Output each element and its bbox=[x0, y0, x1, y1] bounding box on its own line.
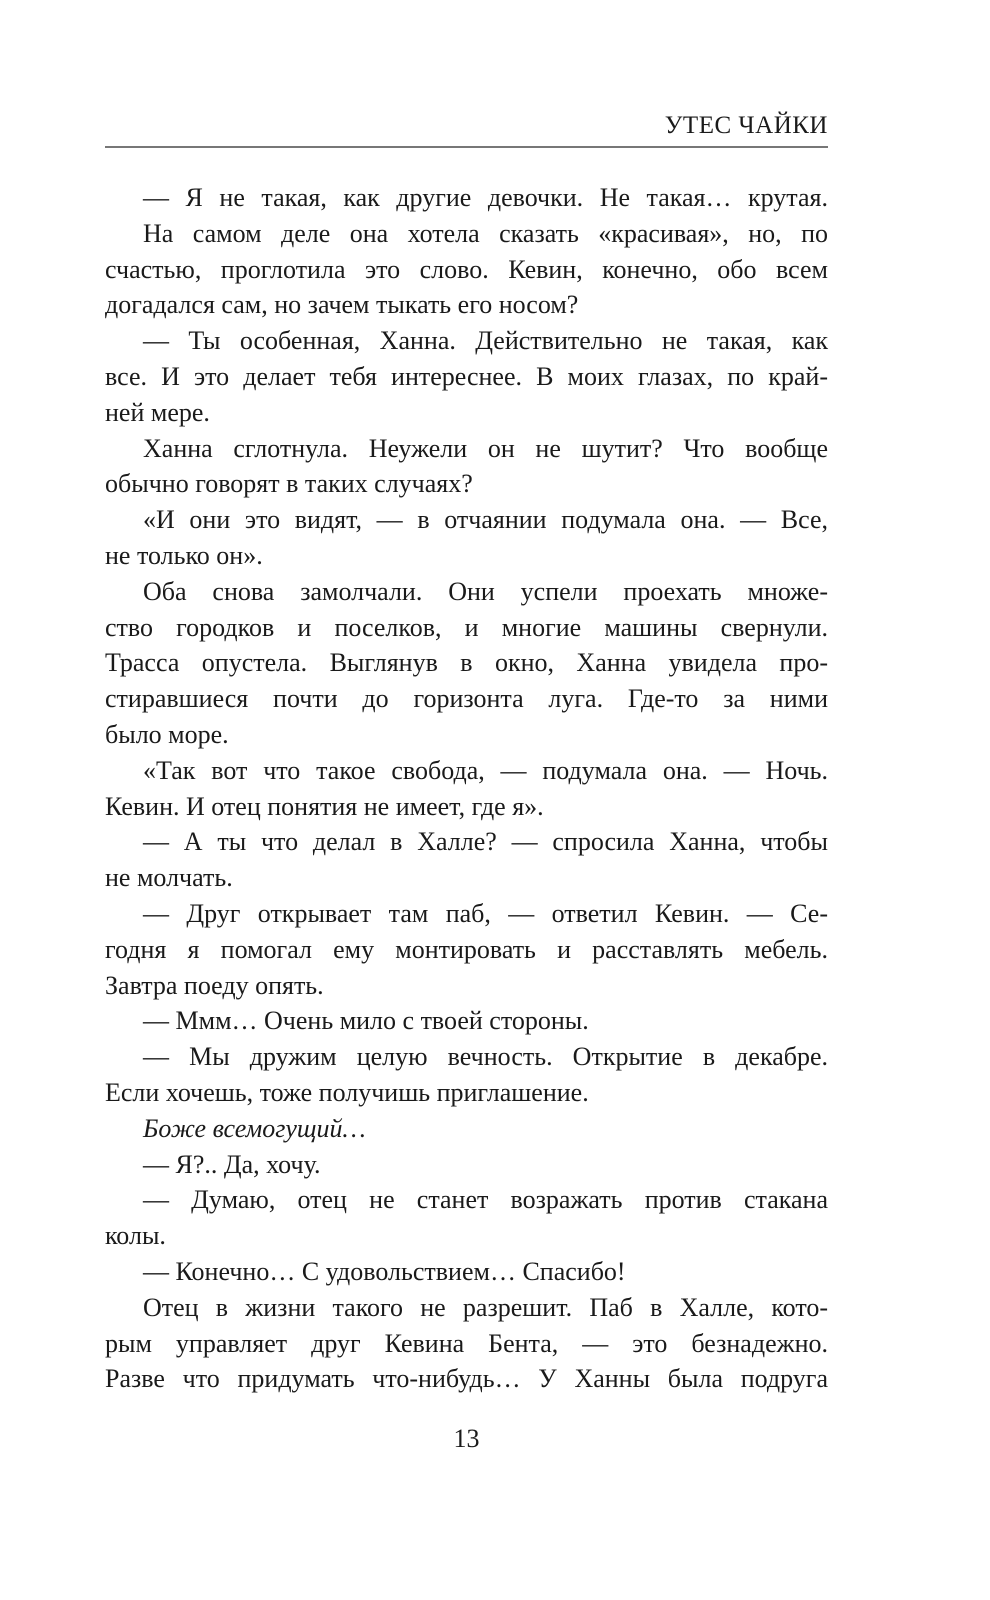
text-line: — Мы дружим целую вечность. Открытие в декабре. bbox=[143, 1042, 828, 1072]
text-line: Завтра поеду опять. bbox=[105, 970, 324, 1000]
text-line: «И они это видят, — в отчаянии подумала она. — Все, bbox=[143, 505, 828, 535]
text-line: — Я не такая, как другие девочки. Не такая… крутая. bbox=[143, 183, 828, 212]
text-line: ство городков и поселков, и многие машины свернули. bbox=[105, 612, 828, 642]
text-line: рым управляет друг Кевина Бента, — это безнадежно. bbox=[105, 1328, 828, 1358]
text-line: Трасса опустела. Выглянув в окно, Ханна увидела про- bbox=[105, 648, 828, 678]
text-line: — Думаю, отец не станет возражать против стакана bbox=[143, 1185, 828, 1215]
page-body-text bbox=[105, 180, 828, 1397]
text-line: не молчать. bbox=[105, 863, 233, 893]
text-line: обычно говорят в таких случаях? bbox=[105, 469, 473, 499]
text-line: «Так вот что такое свобода, — подумала она. — Ночь. bbox=[143, 755, 828, 785]
text-line: годня я помогал ему монтировать и расставлять мебель. bbox=[105, 934, 828, 964]
text-line: — Ммм… Очень мило с твоей стороны. bbox=[143, 1006, 589, 1036]
text-line: догадался сам, но зачем тыкать его носом? bbox=[105, 290, 579, 320]
text-line: счастью, проглотила это слово. Кевин, конечно, обо всем bbox=[105, 254, 828, 284]
text-line: — А ты что делал в Халле? — спросила Ханна, чтобы bbox=[143, 827, 828, 857]
text-line: стиравшиеся почти до горизонта луга. Где-то за ними bbox=[105, 684, 828, 714]
text-line: Кевин. И отец понятия не имеет, где я». bbox=[105, 791, 544, 821]
header-rule bbox=[105, 146, 828, 148]
text-line: ней мере. bbox=[105, 397, 210, 427]
running-header: УТЕС ЧАЙКИ bbox=[664, 112, 828, 139]
text-line: было море. bbox=[105, 719, 229, 749]
text-line: Ханна сглотнула. Неужели он не шутит? Что вообще bbox=[143, 433, 828, 463]
page-number: 13 bbox=[453, 1424, 480, 1453]
text-line: Отец в жизни такого не разрешит. Паб в Халле, кото- bbox=[143, 1292, 828, 1322]
text-line: не только он». bbox=[105, 540, 263, 570]
text-line: На самом деле она хотела сказать «красивая», но, по bbox=[143, 218, 828, 248]
text-line: все. И это делает тебя интереснее. В моих глазах, по край- bbox=[105, 361, 828, 391]
text-line: — Конечно… С удовольствием… Спасибо! bbox=[143, 1256, 626, 1286]
text-line: Разве что придумать что-нибудь… У Ханны была подруга bbox=[105, 1364, 828, 1394]
text-line: Оба снова замолчали. Они успели проехать множе- bbox=[143, 576, 828, 606]
text-line: колы. bbox=[105, 1221, 166, 1251]
text-line: — Ты особенная, Ханна. Действительно не такая, как bbox=[143, 326, 828, 356]
text-line: — Друг открывает там паб, — ответил Кевин. — Се- bbox=[143, 898, 828, 928]
text-line: — Я?.. Да, хочу. bbox=[143, 1149, 321, 1179]
italic-text-line: Боже всемогущий… bbox=[143, 1113, 366, 1143]
text-line: Если хочешь, тоже получишь приглашение. bbox=[105, 1077, 589, 1107]
